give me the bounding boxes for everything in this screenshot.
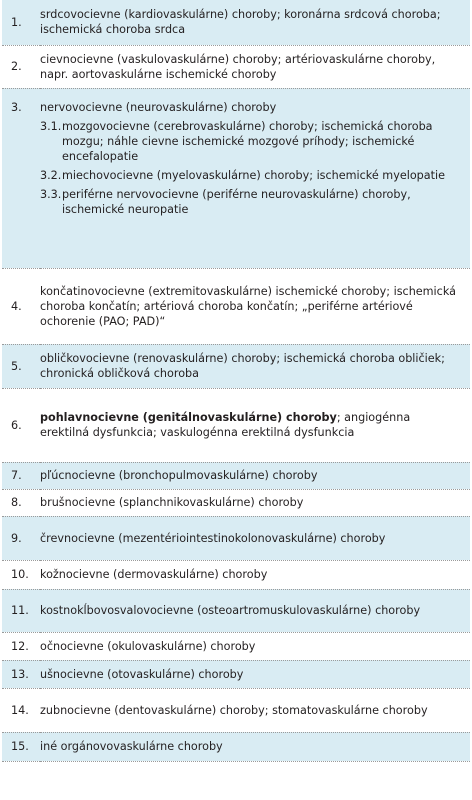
subitem-3-3 [40,187,462,217]
row-number: 11. [11,604,29,617]
table-row-10 [2,560,470,589]
table-row-15 [2,732,470,761]
row-number: 1. [11,15,22,29]
row-content [40,388,470,462]
row-number: 14. [11,703,29,717]
row-number: 5. [11,359,22,373]
row-text: nervovocievne (neurovaskulárne) choroby [40,100,277,114]
table-row-11 [2,589,470,632]
row-number: 6. [11,418,22,432]
table-row-13 [2,660,470,688]
row-text: obličkovocievne (renovaskulárne) choroby; ischemická choroba obličiek; chronická obličková choroba [40,352,445,380]
row-number: 10. [11,568,29,581]
subitem-number: 3.2. [40,168,62,182]
table-row-5 [2,344,470,388]
row-text: zubnocievne (dentovaskulárne) choroby; stomatovaskulárne choroby [40,703,428,717]
row-text: ušnocievne (otovaskulárne) choroby [40,667,244,681]
table-row-9 [2,516,470,560]
row-number: 7. [11,469,22,482]
row-number: 2. [11,60,22,73]
table-row-1 [2,0,470,45]
row-number: 13. [11,667,29,681]
table-row-12 [2,632,470,660]
row-number: 4. [11,299,22,313]
subitem-number: 3.3. [40,187,62,201]
table-row-2 [2,45,470,88]
subitem-number: 3.1. [40,119,62,133]
row-content [40,88,470,268]
row-number: 8. [11,496,22,509]
table-row-14 [2,688,470,732]
table-row-6 [2,388,470,462]
row-number: 15. [11,740,29,753]
subitem-3-2 [40,168,462,183]
row-number: 12. [11,639,29,653]
row-text: očnocievne (okulovaskulárne) choroby [40,639,256,653]
row-number: 9. [11,531,22,545]
row-text: črevnocievne (mezentériointestinokolonovaskulárne) choroby [40,531,386,545]
row-text: končatinovocievne (extremitovaskulárne) ischemické choroby; ischemická choroba končatín; artériová choroba končatín; „periférne artériové ochorenie (PAO; PAD)“ [40,284,456,328]
disease-classification-table [2,0,470,762]
table-row-7 [2,462,470,489]
table-row-8 [2,489,470,516]
row-text: brušnocievne (splanchnikovaskulárne) choroby [40,496,304,509]
row-text: kostnokĺbovosvalovocievne (osteoartromuskulovaskulárne) choroby [40,604,421,617]
subitem-3-1 [40,119,462,164]
subitem-text: periférne nervovocievne (periférne neurovaskulárne) choroby, ischemické neuropatie [62,187,411,216]
row-text: ; angiogénna erektilná dysfunkcia; vaskulogénna erektilná dysfunkcia [40,411,411,439]
row-text: cievnocievne (vaskulovaskulárne) choroby; artériovaskulárne choroby, napr. aortovaskulárne ischemické choroby [40,52,436,81]
row-text: kožnocievne (dermovaskulárne) choroby [40,568,268,581]
row-text: pľúcnocievne (bronchopulmovaskulárne) choroby [40,469,318,482]
subitem-text: mozgovocievne (cerebrovaskulárne) choroby; ischemická choroba mozgu; náhle cievne ischemické mozgové príhody; ischemické encefalopatie [62,119,433,163]
row-number: 3. [11,100,22,114]
table-row-3 [2,88,470,268]
row-text: srdcovocievne (kardiovaskulárne) choroby; koronárna srdcová choroba; ischemická choroba srdca [40,8,441,37]
table-row-4 [2,268,470,344]
row-text: iné orgánovovaskulárne choroby [40,740,223,753]
row-text-bold: pohlavnocievne (genitálnovaskulárne) choroby [40,411,337,424]
subitem-text: miechovocievne (myelovaskulárne) choroby; ischemické myelopatie [62,168,446,182]
